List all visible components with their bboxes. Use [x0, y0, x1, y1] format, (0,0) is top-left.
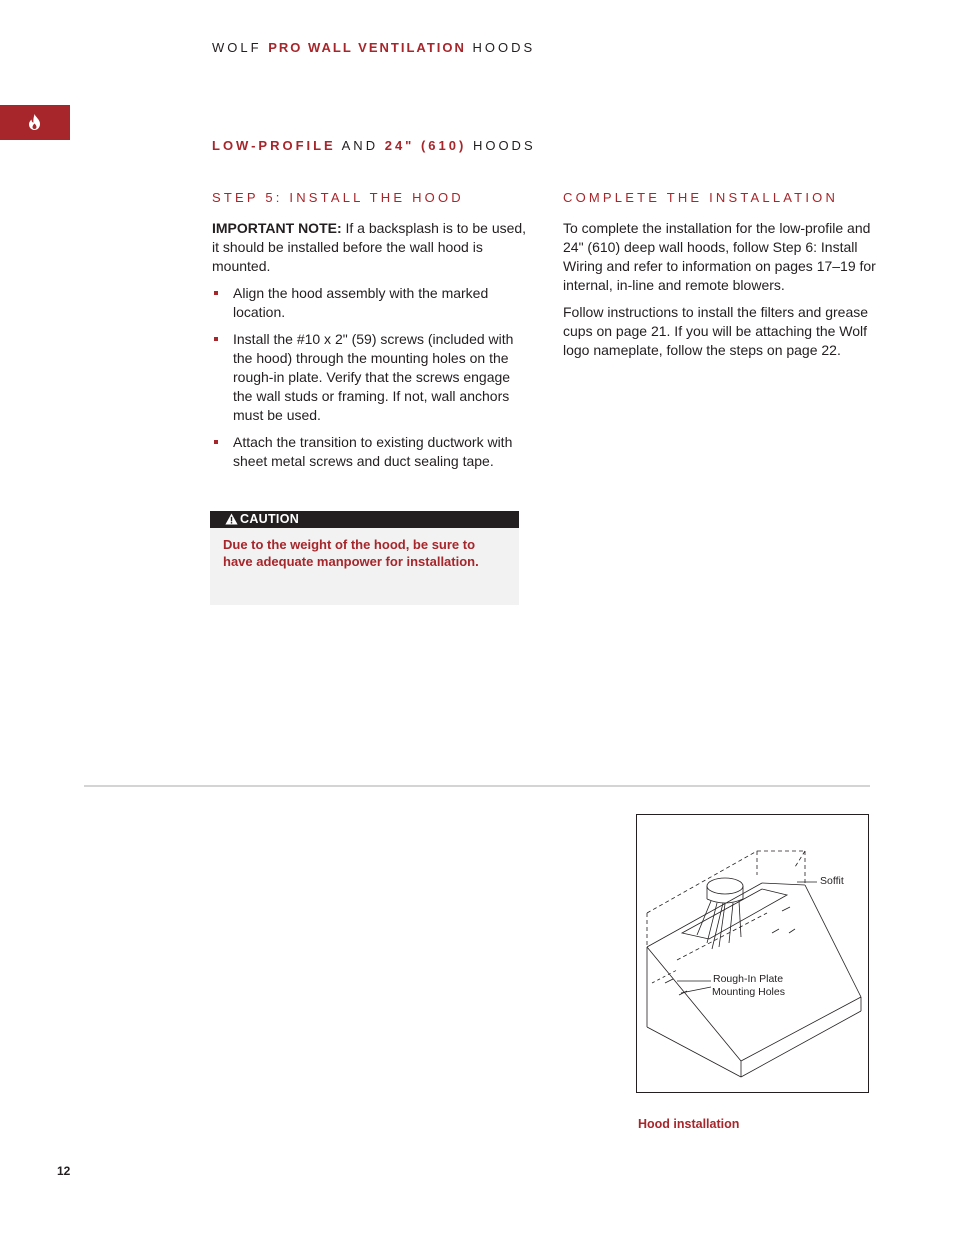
bullet-text: Attach the transition to existing ductwork with sheet metal screws and duct sealing tape.: [233, 434, 513, 469]
horizontal-divider: [84, 785, 870, 787]
duct-collar: [697, 878, 743, 949]
header-suffix: HOODS: [472, 40, 536, 55]
list-item: [212, 433, 530, 471]
bullet-square-icon: [214, 291, 218, 295]
rough-in-plate-label: Rough-In Plate: [713, 973, 784, 985]
bullet-text: Install the #10 x 2" (59) screws (included with the hood) through the mounting holes on the rough-in plate. Verify that the screws engage the wall studs or framing. If not, wall anchors must be used.: [233, 331, 514, 423]
important-note-text: If a backsplash is to be used, it should be installed before the wall hood is mounted.: [212, 220, 527, 274]
section-title-part1: LOW-PROFILE: [212, 138, 336, 153]
complete-paragraph-2: Follow instructions to install the filters and grease cups on page 21. If you will be attaching the Wolf logo nameplate, follow the steps on page 22.: [563, 304, 869, 358]
section-title-part3: 24" (610): [384, 138, 467, 153]
step5-heading: STEP 5: INSTALL THE HOOD: [212, 190, 464, 205]
caution-box: [210, 511, 519, 605]
soffit-outline: [647, 851, 805, 947]
caution-text: Due to the weight of the hood, be sure to have adequate manpower for installation.: [223, 537, 479, 569]
hood-installation-figure: [636, 814, 869, 1093]
section-tab: [0, 105, 70, 140]
bullet-square-icon: [214, 337, 218, 341]
figure-caption: Hood installation: [638, 1117, 740, 1131]
holes-leader-line: [681, 987, 711, 993]
hood-diagram: [637, 815, 870, 1094]
step5-bullet-list: [212, 284, 530, 471]
header-brand: WOLF: [212, 40, 262, 55]
caution-label: CAUTION: [240, 512, 300, 526]
list-item: [212, 330, 530, 425]
right-column: [563, 188, 881, 368]
complete-paragraph-1: To complete the installation for the low-profile and 24" (610) deep wall hoods, follow Step 6: Install Wiring and refer to information on pages 17–19 for internal, in-line and remote blowers.: [563, 220, 876, 293]
important-note-label: IMPORTANT NOTE:: [212, 220, 342, 236]
soffit-label: Soffit: [820, 875, 844, 887]
bullet-square-icon: [214, 440, 218, 444]
important-note: [212, 219, 530, 276]
page-number: 12: [57, 1164, 71, 1178]
running-header: [212, 40, 535, 55]
mounting-holes-label: Mounting Holes: [712, 986, 785, 998]
section-title: [212, 138, 536, 153]
complete-installation-heading: COMPLETE THE INSTALLATION: [563, 190, 839, 205]
flame-icon: [28, 114, 41, 130]
caution-bar: [210, 511, 519, 528]
section-title-part2: AND: [341, 138, 379, 153]
left-column: [212, 188, 530, 479]
bullet-text: Align the hood assembly with the marked location.: [233, 285, 489, 320]
rough-in-plate: [652, 889, 787, 983]
section-title-part4: HOODS: [472, 138, 536, 153]
list-item: [212, 284, 530, 322]
warning-triangle-icon: [225, 513, 238, 525]
header-product: PRO WALL VENTILATION: [268, 40, 466, 55]
